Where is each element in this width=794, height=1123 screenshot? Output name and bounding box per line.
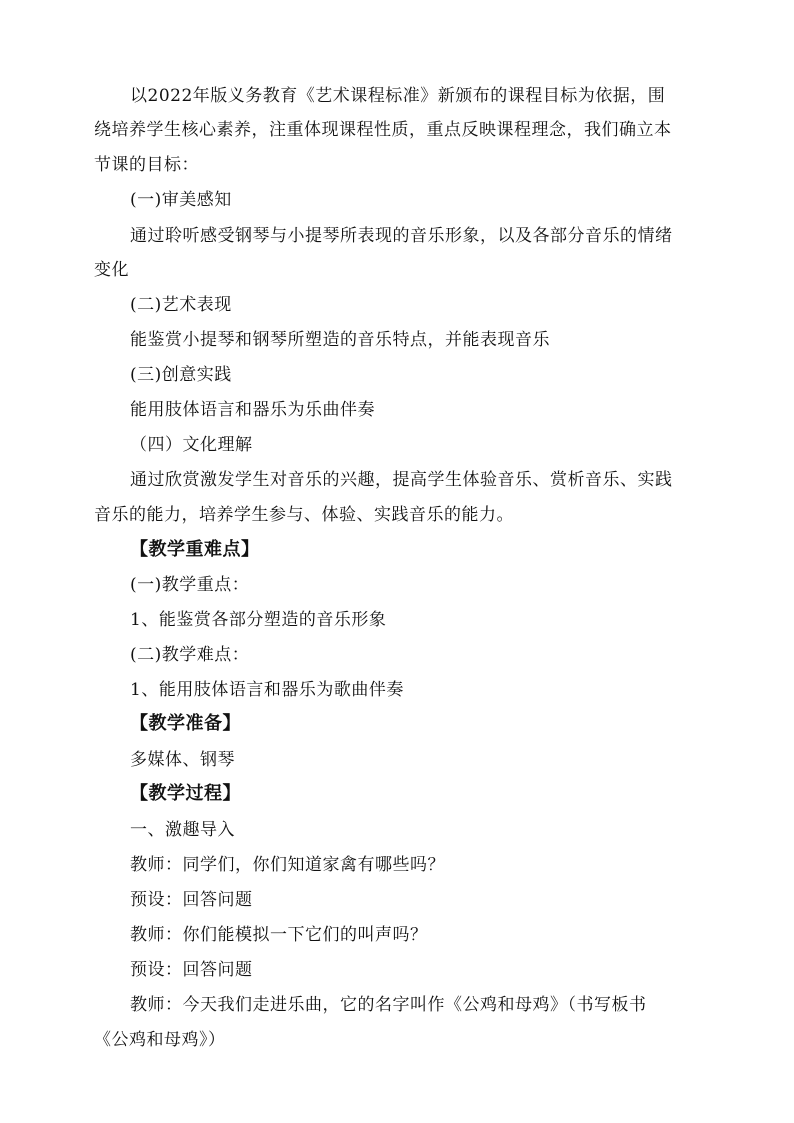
- key-point-subheading: (一)教学重点：: [130, 575, 250, 595]
- dialogue-line-3: 教师：你们能模拟一下它们的叫声吗？: [130, 925, 428, 945]
- section-aesthetic-heading: (一)审美感知: [130, 190, 232, 210]
- dialogue-line-4: 预设：回答问题: [130, 960, 253, 980]
- paragraph-intro-line-3: 节课的目标：: [94, 155, 199, 175]
- aesthetic-text-line-1: 通过聆听感受钢琴与小提琴所表现的音乐形象，以及各部分音乐的情绪: [130, 226, 673, 246]
- paragraph-intro-line-1: 以2022年版义务教育《艺术课程标准》新颁布的课程目标为依据，围: [130, 86, 666, 106]
- key-points-heading: 【教学重难点】: [130, 539, 260, 560]
- preparation-heading: 【教学准备】: [130, 713, 241, 734]
- art-expression-text: 能鉴赏小提琴和钢琴所塑造的音乐特点，并能表现音乐: [130, 330, 550, 350]
- dialogue-line-1: 教师：同学们，你们知道家禽有哪些吗？: [130, 855, 445, 875]
- section-art-expression-heading: (二)艺术表现: [130, 295, 232, 315]
- paragraph-intro-line-2: 绕培养学生核心素养，注重体现课程性质，重点反映课程理念，我们确立本: [94, 120, 672, 140]
- dialogue-line-5-part-2: 《公鸡和母鸡》）: [94, 1030, 226, 1050]
- difficulty-subheading: (二)教学难点：: [130, 645, 250, 665]
- culture-text-line-1: 通过欣赏激发学生对音乐的兴趣，提高学生体验音乐、赏析音乐、实践: [130, 470, 673, 490]
- section-creative-practice-heading: (三)创意实践: [130, 365, 232, 385]
- process-heading: 【教学过程】: [130, 783, 241, 804]
- aesthetic-text-line-2: 变化: [94, 260, 129, 280]
- process-step-1-heading: 一、激趣导入: [130, 820, 235, 840]
- difficulty-item-1: 1、能用肢体语言和器乐为歌曲伴奏: [130, 680, 404, 700]
- creative-practice-text: 能用肢体语言和器乐为乐曲伴奏: [130, 400, 375, 420]
- culture-text-line-2: 音乐的能力，培养学生参与、体验、实践音乐的能力。: [94, 505, 514, 525]
- key-point-item-1: 1、能鉴赏各部分塑造的音乐形象: [130, 610, 387, 630]
- dialogue-line-2: 预设：回答问题: [130, 890, 253, 910]
- section-culture-heading: （四）文化理解: [130, 435, 253, 455]
- preparation-text: 多媒体、钢琴: [130, 750, 235, 770]
- dialogue-line-5-part-1: 教师：今天我们走进乐曲，它的名字叫作《公鸡和母鸡》（书写板书: [130, 995, 647, 1015]
